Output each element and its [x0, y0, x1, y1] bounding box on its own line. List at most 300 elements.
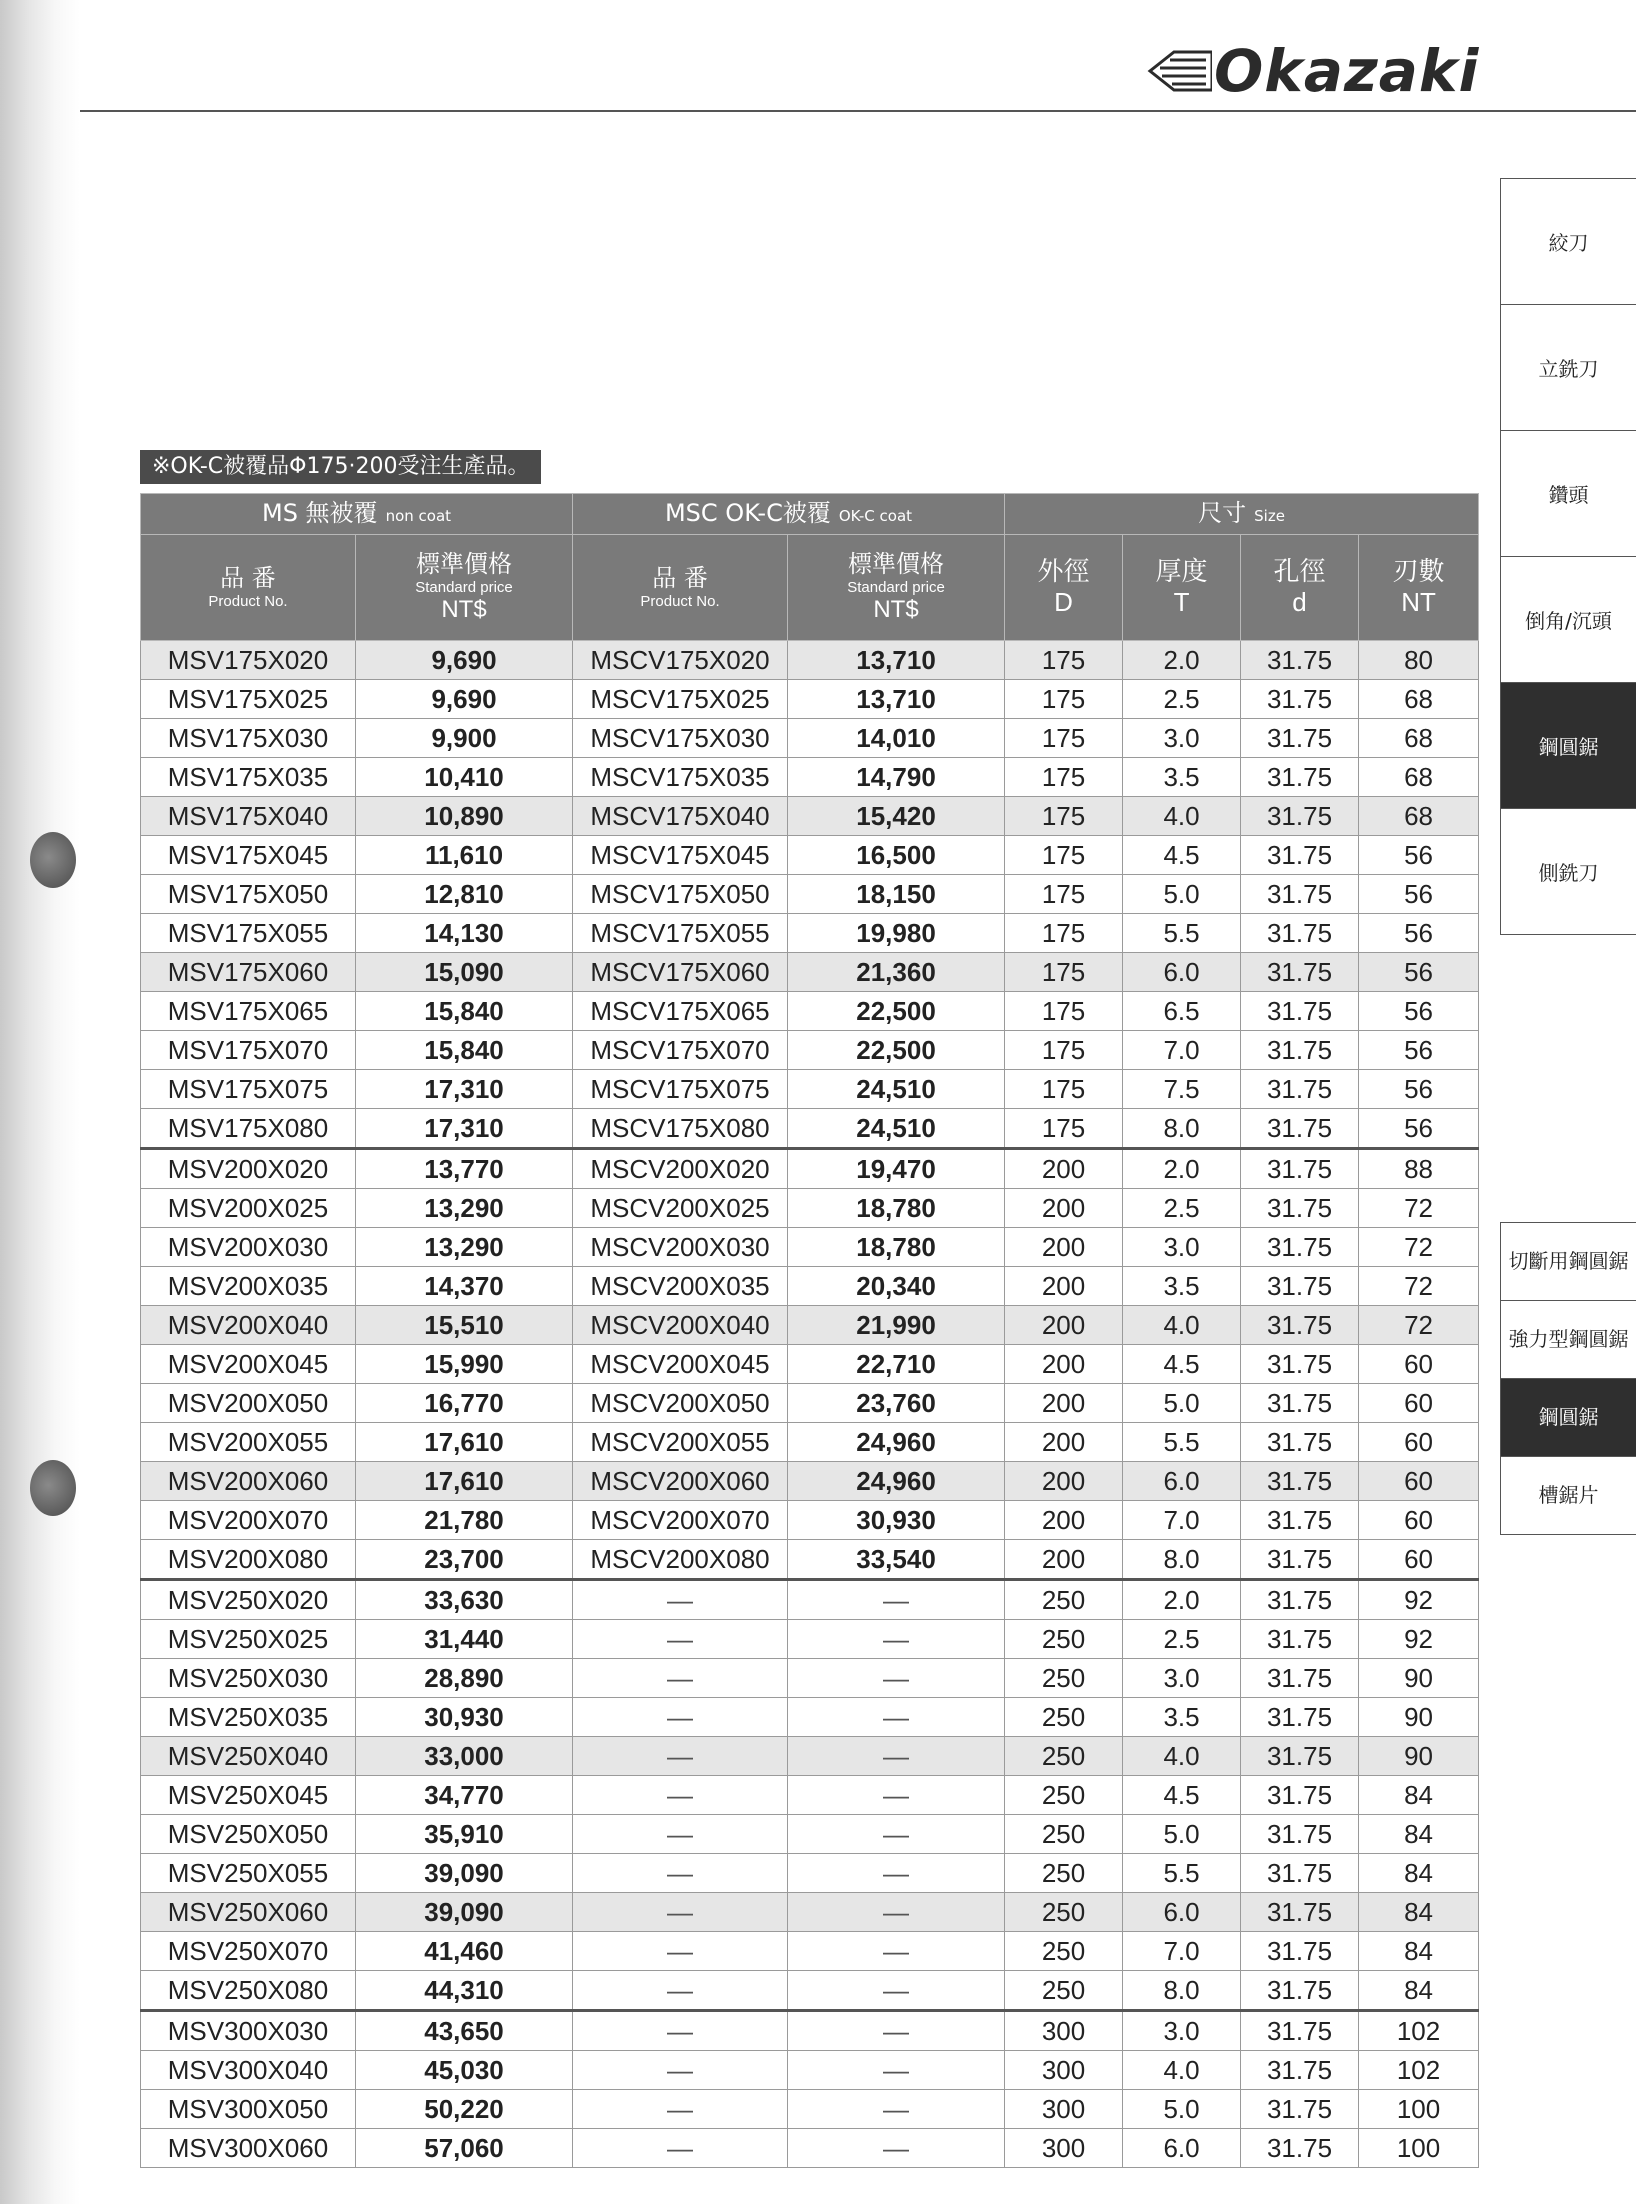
table-cell: MSV175X055 [141, 914, 356, 953]
sidebar-subtab-line1: 槽鋸片 [1538, 1483, 1599, 1507]
table-cell: 5.0 [1123, 875, 1241, 914]
table-cell: 300 [1005, 2011, 1123, 2051]
table-cell: 72 [1359, 1306, 1479, 1345]
table-cell: 3.5 [1123, 1267, 1241, 1306]
sidebar-tab[interactable]: 立銑刀 [1500, 304, 1636, 430]
table-cell: 5.5 [1123, 1854, 1241, 1893]
table-cell: MSCV200X030 [573, 1228, 788, 1267]
table-cell: 5.0 [1123, 2090, 1241, 2129]
table-cell: 7.0 [1123, 1932, 1241, 1971]
table-cell: 84 [1359, 1815, 1479, 1854]
sidebar-subtab-line1: 切斷用 [1508, 1249, 1569, 1273]
table-cell: 15,510 [356, 1306, 573, 1345]
table-cell: 31.75 [1241, 2090, 1359, 2129]
table-cell: 175 [1005, 836, 1123, 875]
table-cell: MSV200X020 [141, 1149, 356, 1189]
table-cell: MSCV200X050 [573, 1384, 788, 1423]
table-cell: 3.5 [1123, 1698, 1241, 1737]
table-cell: 31.75 [1241, 1228, 1359, 1267]
table-cell: 31.75 [1241, 1893, 1359, 1932]
table-cell: 84 [1359, 1932, 1479, 1971]
table-cell: 33,540 [788, 1540, 1005, 1580]
table-cell: MSCV200X080 [573, 1540, 788, 1580]
table-cell: 15,090 [356, 953, 573, 992]
table-cell: — [573, 1815, 788, 1854]
table-cell: 17,610 [356, 1462, 573, 1501]
table-cell: 31.75 [1241, 1149, 1359, 1189]
table-cell: 5.0 [1123, 1815, 1241, 1854]
table-cell: MSV175X040 [141, 797, 356, 836]
table-cell: 92 [1359, 1580, 1479, 1620]
table-cell: 80 [1359, 641, 1479, 680]
table-row [141, 797, 1479, 836]
table-cell: — [788, 2051, 1005, 2090]
table-cell: 31.75 [1241, 1345, 1359, 1384]
table-cell: 31.75 [1241, 1501, 1359, 1540]
table-cell: 31.75 [1241, 1815, 1359, 1854]
table-cell: 8.0 [1123, 1109, 1241, 1149]
table-cell: 60 [1359, 1540, 1479, 1580]
table-cell: 11,610 [356, 836, 573, 875]
table-cell: 5.5 [1123, 914, 1241, 953]
table-row [141, 1462, 1479, 1501]
table-row [141, 1854, 1479, 1893]
table-cell: MSV300X060 [141, 2129, 356, 2168]
table-cell: 14,370 [356, 1267, 573, 1306]
table-cell: 100 [1359, 2129, 1479, 2168]
table-cell: 92 [1359, 1620, 1479, 1659]
table-row [141, 2090, 1479, 2129]
table-cell: 13,290 [356, 1228, 573, 1267]
table-row [141, 641, 1479, 680]
group-header-msc: MSC OK-C被覆 OK-C coat [573, 494, 1005, 535]
table-row [141, 1540, 1479, 1580]
table-cell: 3.5 [1123, 758, 1241, 797]
table-cell: 3.0 [1123, 1659, 1241, 1698]
table-cell: — [573, 1854, 788, 1893]
table-cell: 35,910 [356, 1815, 573, 1854]
table-cell: 31.75 [1241, 1932, 1359, 1971]
col-header-outer-diameter: 外徑 D [1005, 535, 1123, 641]
table-row [141, 1306, 1479, 1345]
table-cell: MSV250X030 [141, 1659, 356, 1698]
table-cell: 200 [1005, 1149, 1123, 1189]
table-cell: 13,710 [788, 641, 1005, 680]
table-cell: 6.0 [1123, 953, 1241, 992]
table-cell: 175 [1005, 953, 1123, 992]
table-cell: 250 [1005, 1659, 1123, 1698]
table-cell: 300 [1005, 2129, 1123, 2168]
table-cell: 31.75 [1241, 1384, 1359, 1423]
table-cell: MSV200X055 [141, 1423, 356, 1462]
table-row [141, 1659, 1479, 1698]
table-cell: 31.75 [1241, 2129, 1359, 2168]
table-cell: 250 [1005, 1580, 1123, 1620]
table-cell: MSCV175X045 [573, 836, 788, 875]
table-cell: 102 [1359, 2051, 1479, 2090]
table-row [141, 1423, 1479, 1462]
table-cell: — [573, 1893, 788, 1932]
table-cell: 21,780 [356, 1501, 573, 1540]
table-cell: MSV200X040 [141, 1306, 356, 1345]
table-cell: 200 [1005, 1540, 1123, 1580]
table-cell: MSV200X060 [141, 1462, 356, 1501]
table-cell: 60 [1359, 1423, 1479, 1462]
order-notice: ※OK-C被覆品Φ175·200受注生產品。 [140, 450, 541, 484]
table-row [141, 1776, 1479, 1815]
table-cell: 175 [1005, 680, 1123, 719]
table-cell: 175 [1005, 914, 1123, 953]
table-row [141, 2011, 1479, 2051]
table-cell: — [788, 2129, 1005, 2168]
sidebar-subtab[interactable] [1500, 1378, 1636, 1456]
table-cell: — [788, 1698, 1005, 1737]
table-row [141, 1345, 1479, 1384]
table-cell: MSV200X070 [141, 1501, 356, 1540]
table-cell: 2.5 [1123, 1189, 1241, 1228]
table-cell: 4.0 [1123, 797, 1241, 836]
table-cell: MSCV175X030 [573, 719, 788, 758]
table-cell: 7.0 [1123, 1031, 1241, 1070]
table-cell: 200 [1005, 1306, 1123, 1345]
table-cell: MSCV200X060 [573, 1462, 788, 1501]
table-cell: 175 [1005, 641, 1123, 680]
table-cell: MSV300X030 [141, 2011, 356, 2051]
table-cell: MSCV200X025 [573, 1189, 788, 1228]
table-cell: 31.75 [1241, 1854, 1359, 1893]
table-cell: MSV200X030 [141, 1228, 356, 1267]
table-cell: 68 [1359, 719, 1479, 758]
table-cell: 14,130 [356, 914, 573, 953]
table-cell: 10,890 [356, 797, 573, 836]
table-row [141, 1149, 1479, 1189]
table-cell: MSCV200X055 [573, 1423, 788, 1462]
table-cell: — [788, 2011, 1005, 2051]
table-cell: 100 [1359, 2090, 1479, 2129]
table-cell: 60 [1359, 1462, 1479, 1501]
table-cell: 200 [1005, 1384, 1123, 1423]
table-cell: MSV200X045 [141, 1345, 356, 1384]
table-cell: 18,150 [788, 875, 1005, 914]
brand-name: Okazaki [1214, 37, 1480, 105]
table-cell: — [788, 1893, 1005, 1932]
sidebar-tab[interactable]: 鋼圓鋸 [1500, 682, 1636, 808]
table-cell: 33,630 [356, 1580, 573, 1620]
table-cell: 88 [1359, 1149, 1479, 1189]
table-cell: 16,770 [356, 1384, 573, 1423]
table-cell: MSCV175X080 [573, 1109, 788, 1149]
table-cell: MSCV200X045 [573, 1345, 788, 1384]
table-cell: 15,990 [356, 1345, 573, 1384]
table-cell: 31.75 [1241, 836, 1359, 875]
table-cell: 31.75 [1241, 719, 1359, 758]
table-cell: MSV175X025 [141, 680, 356, 719]
table-cell: 3.0 [1123, 2011, 1241, 2051]
table-cell: MSV300X050 [141, 2090, 356, 2129]
table-cell: 31.75 [1241, 1737, 1359, 1776]
binder-hole-top [30, 832, 76, 888]
table-cell: 56 [1359, 992, 1479, 1031]
table-cell: 21,360 [788, 953, 1005, 992]
table-cell: MSV175X070 [141, 1031, 356, 1070]
table-row [141, 875, 1479, 914]
table-row [141, 2051, 1479, 2090]
table-cell: MSV200X080 [141, 1540, 356, 1580]
table-cell: 2.0 [1123, 1149, 1241, 1189]
table-row [141, 914, 1479, 953]
table-cell: 17,610 [356, 1423, 573, 1462]
table-cell: MSV200X050 [141, 1384, 356, 1423]
table-cell: MSV200X035 [141, 1267, 356, 1306]
table-cell: 16,500 [788, 836, 1005, 875]
col-header-msc-price: 標準價格 Standard price NT$ [788, 535, 1005, 641]
subcategory-sidebar [1500, 1222, 1636, 1535]
col-header-ms-product: 品 番 Product No. [141, 535, 356, 641]
table-cell: 6.5 [1123, 992, 1241, 1031]
table-cell: MSV250X040 [141, 1737, 356, 1776]
col-header-bore: 孔徑 d [1241, 535, 1359, 641]
table-cell: 250 [1005, 1854, 1123, 1893]
table-cell: MSV175X035 [141, 758, 356, 797]
table-cell: 45,030 [356, 2051, 573, 2090]
table-cell: 3.0 [1123, 1228, 1241, 1267]
table-cell: 3.0 [1123, 719, 1241, 758]
table-cell: MSV250X070 [141, 1932, 356, 1971]
table-cell: 84 [1359, 1854, 1479, 1893]
table-row [141, 1189, 1479, 1228]
table-cell: 90 [1359, 1737, 1479, 1776]
group-header-size: 尺寸 Size [1005, 494, 1479, 535]
table-cell: 60 [1359, 1345, 1479, 1384]
table-cell: 31.75 [1241, 1267, 1359, 1306]
col-header-ms-price: 標準價格 Standard price NT$ [356, 535, 573, 641]
table-cell: MSV175X065 [141, 992, 356, 1031]
table-cell: 13,710 [788, 680, 1005, 719]
sidebar-subtab[interactable] [1500, 1300, 1636, 1378]
table-cell: — [573, 2129, 788, 2168]
table-cell: 10,410 [356, 758, 573, 797]
table-cell: MSCV200X070 [573, 1501, 788, 1540]
table-cell: 6.0 [1123, 1462, 1241, 1501]
table-cell: 13,290 [356, 1189, 573, 1228]
table-cell: 250 [1005, 1620, 1123, 1659]
sidebar-tab[interactable]: 絞刀 [1500, 178, 1636, 304]
table-cell: 31.75 [1241, 758, 1359, 797]
table-cell: 2.0 [1123, 641, 1241, 680]
table-cell: 31.75 [1241, 1462, 1359, 1501]
table-cell: MSV250X045 [141, 1776, 356, 1815]
table-cell: 5.5 [1123, 1423, 1241, 1462]
table-cell: 30,930 [356, 1698, 573, 1737]
table-cell: 43,650 [356, 2011, 573, 2051]
table-cell: 31.75 [1241, 1698, 1359, 1737]
table-cell: 200 [1005, 1462, 1123, 1501]
table-cell: MSCV175X050 [573, 875, 788, 914]
table-cell: 39,090 [356, 1893, 573, 1932]
table-cell: 175 [1005, 758, 1123, 797]
table-cell: — [788, 1776, 1005, 1815]
table-cell: 31.75 [1241, 2011, 1359, 2051]
table-row [141, 1109, 1479, 1149]
table-cell: MSCV175X020 [573, 641, 788, 680]
table-cell: 250 [1005, 1776, 1123, 1815]
table-cell: 84 [1359, 1893, 1479, 1932]
table-cell: 6.0 [1123, 1893, 1241, 1932]
table-row [141, 719, 1479, 758]
table-cell: 4.5 [1123, 1345, 1241, 1384]
page-binding [0, 0, 80, 2204]
table-cell: 60 [1359, 1384, 1479, 1423]
table-cell: MSV175X030 [141, 719, 356, 758]
table-cell: MSCV200X035 [573, 1267, 788, 1306]
table-cell: — [573, 1659, 788, 1698]
table-cell: 72 [1359, 1189, 1479, 1228]
table-cell: 250 [1005, 1815, 1123, 1854]
table-cell: 2.5 [1123, 1620, 1241, 1659]
table-cell: 31.75 [1241, 1423, 1359, 1462]
table-cell: 31.75 [1241, 875, 1359, 914]
table-cell: 300 [1005, 2051, 1123, 2090]
table-cell: 56 [1359, 1031, 1479, 1070]
table-row [141, 1737, 1479, 1776]
table-cell: 72 [1359, 1267, 1479, 1306]
table-cell: 31,440 [356, 1620, 573, 1659]
table-cell: 4.0 [1123, 2051, 1241, 2090]
table-cell: 250 [1005, 1932, 1123, 1971]
sidebar-subtab[interactable] [1500, 1222, 1636, 1300]
sidebar-tab[interactable]: 倒角/沉頭 [1500, 556, 1636, 682]
table-cell: 14,010 [788, 719, 1005, 758]
table-cell: 18,780 [788, 1189, 1005, 1228]
table-cell: 31.75 [1241, 992, 1359, 1031]
table-cell: 102 [1359, 2011, 1479, 2051]
table-cell: MSV175X045 [141, 836, 356, 875]
table-cell: — [788, 1737, 1005, 1776]
table-cell: 17,310 [356, 1070, 573, 1109]
table-cell: 175 [1005, 1109, 1123, 1149]
table-cell: 72 [1359, 1228, 1479, 1267]
table-cell: 28,890 [356, 1659, 573, 1698]
speed-lines-icon [1140, 46, 1212, 96]
table-cell: 41,460 [356, 1932, 573, 1971]
sidebar-subtab[interactable] [1500, 1456, 1636, 1535]
table-cell: MSCV175X060 [573, 953, 788, 992]
table-cell: MSCV175X070 [573, 1031, 788, 1070]
table-row [141, 1384, 1479, 1423]
price-table-body [141, 641, 1479, 2168]
table-cell: 31.75 [1241, 797, 1359, 836]
table-cell: 90 [1359, 1659, 1479, 1698]
table-row [141, 1698, 1479, 1737]
table-cell: 6.0 [1123, 2129, 1241, 2168]
table-cell: 31.75 [1241, 680, 1359, 719]
table-cell: 68 [1359, 797, 1479, 836]
table-cell: 84 [1359, 1776, 1479, 1815]
table-cell: 175 [1005, 992, 1123, 1031]
table-row [141, 1620, 1479, 1659]
header-rule [80, 110, 1636, 112]
table-cell: — [788, 1620, 1005, 1659]
table-cell: 250 [1005, 1971, 1123, 2011]
table-cell: 250 [1005, 1893, 1123, 1932]
table-cell: MSV200X025 [141, 1189, 356, 1228]
table-cell: 14,790 [788, 758, 1005, 797]
table-cell: MSV250X025 [141, 1620, 356, 1659]
table-cell: 31.75 [1241, 1031, 1359, 1070]
sidebar-tab[interactable]: 鑽頭 [1500, 430, 1636, 556]
table-cell: 175 [1005, 1070, 1123, 1109]
table-cell: 24,510 [788, 1070, 1005, 1109]
table-cell: 60 [1359, 1501, 1479, 1540]
table-cell: 200 [1005, 1345, 1123, 1384]
table-cell: 31.75 [1241, 1620, 1359, 1659]
table-cell: 15,840 [356, 992, 573, 1031]
table-cell: MSV250X060 [141, 1893, 356, 1932]
table-row [141, 1031, 1479, 1070]
table-cell: 31.75 [1241, 1109, 1359, 1149]
table-cell: 57,060 [356, 2129, 573, 2168]
table-cell: MSV175X050 [141, 875, 356, 914]
table-cell: 250 [1005, 1737, 1123, 1776]
table-cell: 200 [1005, 1228, 1123, 1267]
table-cell: 22,500 [788, 1031, 1005, 1070]
table-cell: — [573, 2090, 788, 2129]
table-cell: 44,310 [356, 1971, 573, 2011]
table-cell: 22,500 [788, 992, 1005, 1031]
table-cell: 19,980 [788, 914, 1005, 953]
table-cell: — [573, 2051, 788, 2090]
col-header-thickness: 厚度 T [1123, 535, 1241, 641]
sidebar-tab[interactable]: 側銑刀 [1500, 808, 1636, 935]
table-cell: — [788, 1580, 1005, 1620]
table-cell: 4.0 [1123, 1737, 1241, 1776]
table-row [141, 1501, 1479, 1540]
table-cell: 9,900 [356, 719, 573, 758]
table-cell: 175 [1005, 719, 1123, 758]
group-header-ms: MS 無被覆 non coat [141, 494, 573, 535]
table-cell: MSCV200X020 [573, 1149, 788, 1189]
table-cell: 2.5 [1123, 680, 1241, 719]
table-cell: MSCV175X065 [573, 992, 788, 1031]
table-cell: 7.5 [1123, 1070, 1241, 1109]
table-cell: 4.5 [1123, 836, 1241, 875]
table-row [141, 1228, 1479, 1267]
table-cell: — [573, 1698, 788, 1737]
table-cell: 56 [1359, 914, 1479, 953]
table-cell: MSCV175X075 [573, 1070, 788, 1109]
table-cell: 23,760 [788, 1384, 1005, 1423]
table-row [141, 1580, 1479, 1620]
table-cell: 56 [1359, 836, 1479, 875]
table-cell: MSCV175X055 [573, 914, 788, 953]
table-cell: 56 [1359, 1070, 1479, 1109]
table-cell: 200 [1005, 1189, 1123, 1228]
table-cell: 68 [1359, 680, 1479, 719]
sidebar-subtab-line1: 強力型 [1508, 1327, 1569, 1351]
table-cell: 200 [1005, 1501, 1123, 1540]
table-cell: 15,420 [788, 797, 1005, 836]
table-cell: 7.0 [1123, 1501, 1241, 1540]
table-row [141, 758, 1479, 797]
table-cell: MSV250X035 [141, 1698, 356, 1737]
table-row [141, 992, 1479, 1031]
table-cell: MSCV175X040 [573, 797, 788, 836]
table-cell: — [573, 2011, 788, 2051]
table-row [141, 680, 1479, 719]
price-table [140, 493, 1479, 2168]
sidebar-subtab-line2: 鋼圓鋸 [1568, 1249, 1629, 1273]
table-cell: 15,840 [356, 1031, 573, 1070]
